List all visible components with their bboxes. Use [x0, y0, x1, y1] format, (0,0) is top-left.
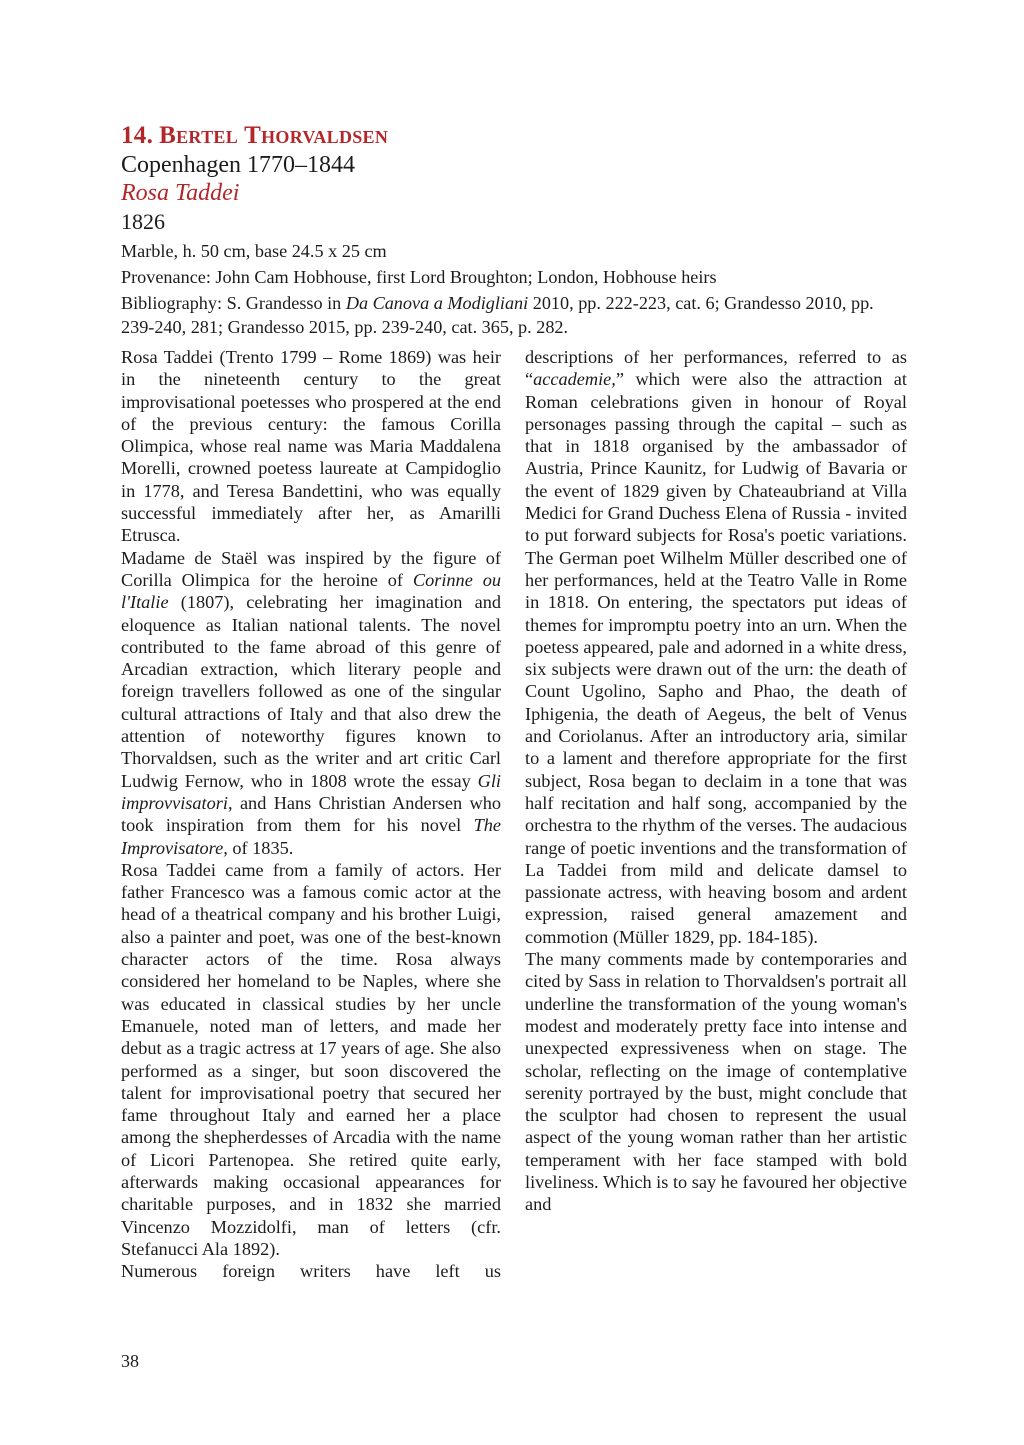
- bibliography-title: Da Canova a Modigliani: [345, 293, 529, 313]
- paragraph: Numerous foreign writers have left us: [121, 1261, 501, 1282]
- text-run: of 1835.: [227, 837, 294, 858]
- paragraph: Rosa Taddei came from a family of actors. Her father Francesco was a famous comic actor at the head of a theatrical company and his brother Luigi, also a painter and poet, was one of the best-known character actors of the time. Rosa always considered her homeland to be Naples, where she was educated in classical studies by her uncle Emanuele, noted man of letters, and made her debut as a tragic actress at 17 years of age. She also performed as a singer, but soon discovered the talent for improvisational poetry that secured her fame throughout Italy and earned her a place among the shepherdesses of Arcadia with the name of Licori Partenopea. She retired quite early, afterwards making occasional appearances for charitable purposes, and in 1832 she married Vincenzo Mozzidolfi, man of letters (cfr. Stefanucci Ala 1892).: [121, 859, 501, 1259]
- italic-title: The Improvisatore,: [121, 815, 501, 858]
- text-run: descriptions of her performances, referred to as “: [525, 347, 907, 390]
- text-run: , and Hans Christian Andersen who took inspiration from them for his novel: [121, 792, 501, 836]
- italic-title: Corinne ou l'Italie: [121, 569, 501, 613]
- page-number: 38: [121, 1351, 139, 1371]
- text-column-right: [525, 346, 907, 1216]
- entry-number: 14.: [121, 122, 154, 149]
- catalogue-entry-header: [121, 121, 911, 339]
- work-provenance: Provenance: John Cam Hobhouse, first Lord Broughton; London, Hobhouse heirs: [121, 267, 717, 287]
- work-title: Rosa Taddei: [121, 180, 240, 206]
- paragraph: [525, 346, 907, 948]
- bibliography-rest: 2010, pp. 222-223, cat. 6; Grandesso 2010, pp. 239-240, 281; Grandesso 2015, pp. 239-240, cat. 365, p. 282.: [121, 293, 874, 337]
- text-run: Madame de Staël was inspired by the figure of Corilla Olimpica for the heroine of: [121, 547, 501, 590]
- bibliography-prefix: Bibliography: S. Grandesso in: [121, 293, 346, 313]
- work-year: 1826: [121, 209, 165, 234]
- artist-origin: Copenhagen 1770–1844: [121, 152, 355, 178]
- text-column-left: [121, 346, 501, 1282]
- paragraph: [121, 547, 501, 859]
- paragraph: Rosa Taddei (Trento 1799 – Rome 1869) was heir in the nineteenth century to the great improvisational poetesses who prospered at the end of the previous century: the famous Corilla Olimpica, whose real name was Maria Maddalena Morelli, crowned poetess laureate at Campidoglio in 1778, and Teresa Bandettini, who was equally successful immediately after her, as Amarilli Etrusca.: [121, 347, 501, 546]
- entry-title: [121, 121, 911, 151]
- italic-title: Gli improvvisatori: [121, 770, 501, 813]
- text-run: ” which were also the attraction at Roman celebrations given in honour of Royal personages passing through the capital – such as that in 1818 organised by the ambassador of Austria, Prince Kaunitz, for Ludwig of Bavaria or the event of 1829 given by Chateaubriand at Villa Medici for Grand Duchess Elena of Russia - invited to put forward subjects for Rosa's poetic variations. The German poet Wilhelm Müller described one of her performances, held at the Teatro Valle in Rome in 1818. On entering, the spectators put ideas of themes for impromptu poetry into an urn. When the poetess appeared, pale and adorned in a white dress, six subjects were drawn out of the urn: the death of Count Ugolino, Sapho and Phao, the death of Iphigenia, the death of Aegeus, the belt of Venus and Coriolanus. After an introductory aria, similar to a lament and therefore appropriate for the first subject, Rosa began to declaim in a tone that was half recitation and half song, accompanied by the orchestra to the rhythm of the verses. The audacious range of poetic inventions and the transformation of La Taddei from mild and delicate damsel to passionate actress, with heaving bosom and ardent expression, raised general amazement and commotion (Müller 1829, pp. 184-185).: [525, 369, 907, 947]
- italic-term: accademie,: [533, 369, 616, 390]
- text-run: (1807), celebrating her imagination and eloquence as Italian national talents. The novel contributed to the fame abroad of this genre of Arcadian extraction, which literary people and foreign travellers followed as one of the singular cultural attractions of Italy and that also drew the attention of noteworthy figures known to Thorvaldsen, such as the writer and art critic Carl Ludwig Fernow, who in 1808 wrote the essay: [121, 592, 501, 791]
- artist-name: Bertel Thorvaldsen: [159, 122, 389, 149]
- paragraph: The many comments made by contemporaries and cited by Sass in relation to Thorvaldsen's portrait all underline the transformation of the young woman's modest and moderately pretty face into intense and unexpected expressiveness when on stage. The scholar, reflecting on the image of contemplative serenity portrayed by the bust, might conclude that the sculptor had chosen to represent the usual aspect of the young woman rather than her artistic temperament with her face stamped with bold liveliness. Which is to say he favoured her objective and: [525, 949, 907, 1215]
- work-bibliography: [121, 291, 911, 339]
- work-medium: Marble, h. 50 cm, base 24.5 x 25 cm: [121, 241, 387, 261]
